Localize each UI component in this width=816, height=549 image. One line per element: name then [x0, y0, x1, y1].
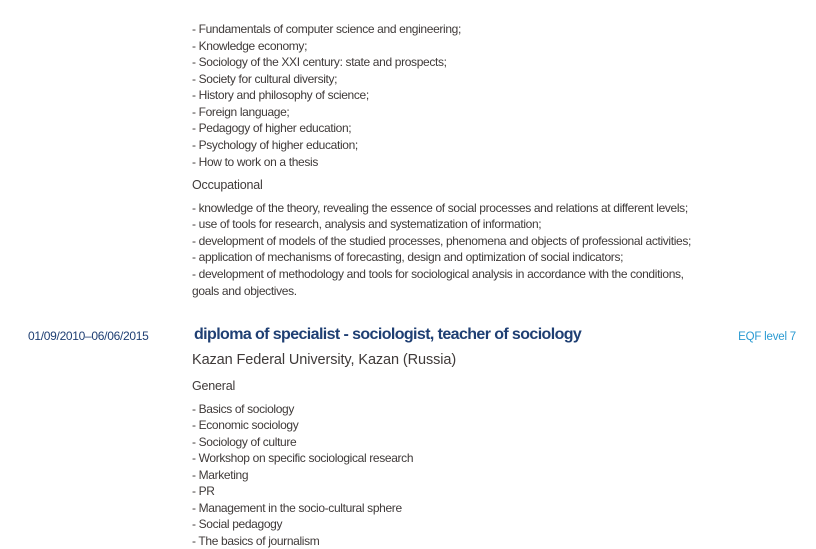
list-item: - use of tools for research, analysis and systematization of information;: [192, 217, 542, 231]
list-item: - Basics of sociology: [192, 402, 295, 416]
list-item: - History and philosophy of science;: [192, 88, 369, 102]
list-item: - Psychology of higher education;: [192, 138, 358, 152]
list-item: - Pedagogy of higher education;: [192, 121, 352, 135]
list-item: - Sociology of the XXI century: state and prospects;: [192, 55, 447, 69]
list-item: - Knowledge economy;: [192, 39, 308, 53]
list-item: - Fundamentals of computer science and engineering;: [192, 22, 461, 36]
list-item: - Sociology of culture: [192, 435, 297, 449]
list-item: - Economic sociology: [192, 418, 299, 432]
list-item: - The basics of journalism: [192, 534, 320, 548]
list-item: - PR: [192, 484, 215, 498]
eqf-level-label: EQF level 7: [738, 331, 796, 343]
list-item: - Society for cultural diversity;: [192, 72, 338, 86]
list-item: - Workshop on specific sociological research: [192, 451, 414, 465]
list-item: - How to work on a thesis: [192, 155, 318, 169]
list-item: - application of mechanisms of forecasting, design and optimization of social indicators;: [192, 250, 624, 264]
occupational-heading: Occupational: [192, 178, 263, 192]
general-heading: General: [192, 379, 236, 393]
qualification-title: diploma of specialist - sociologist, teacher of sociology: [194, 326, 582, 343]
list-item: goals and objectives.: [192, 284, 297, 298]
organisation-name: Kazan Federal University, Kazan (Russia): [192, 352, 457, 368]
list-item: - Management in the socio-cultural sphere: [192, 501, 402, 515]
list-item: - knowledge of the theory, revealing the essence of social processes and relations at different levels;: [192, 201, 688, 215]
list-item: - Foreign language;: [192, 105, 290, 119]
list-item: - development of models of the studied processes, phenomena and objects of professional activities;: [192, 234, 691, 248]
entry-dates: 01/09/2010–06/06/2015: [28, 329, 149, 343]
list-item: - Marketing: [192, 468, 249, 482]
list-item: - development of methodology and tools for sociological analysis in accordance with the conditions,: [192, 267, 684, 281]
list-item: - Social pedagogy: [192, 517, 283, 531]
